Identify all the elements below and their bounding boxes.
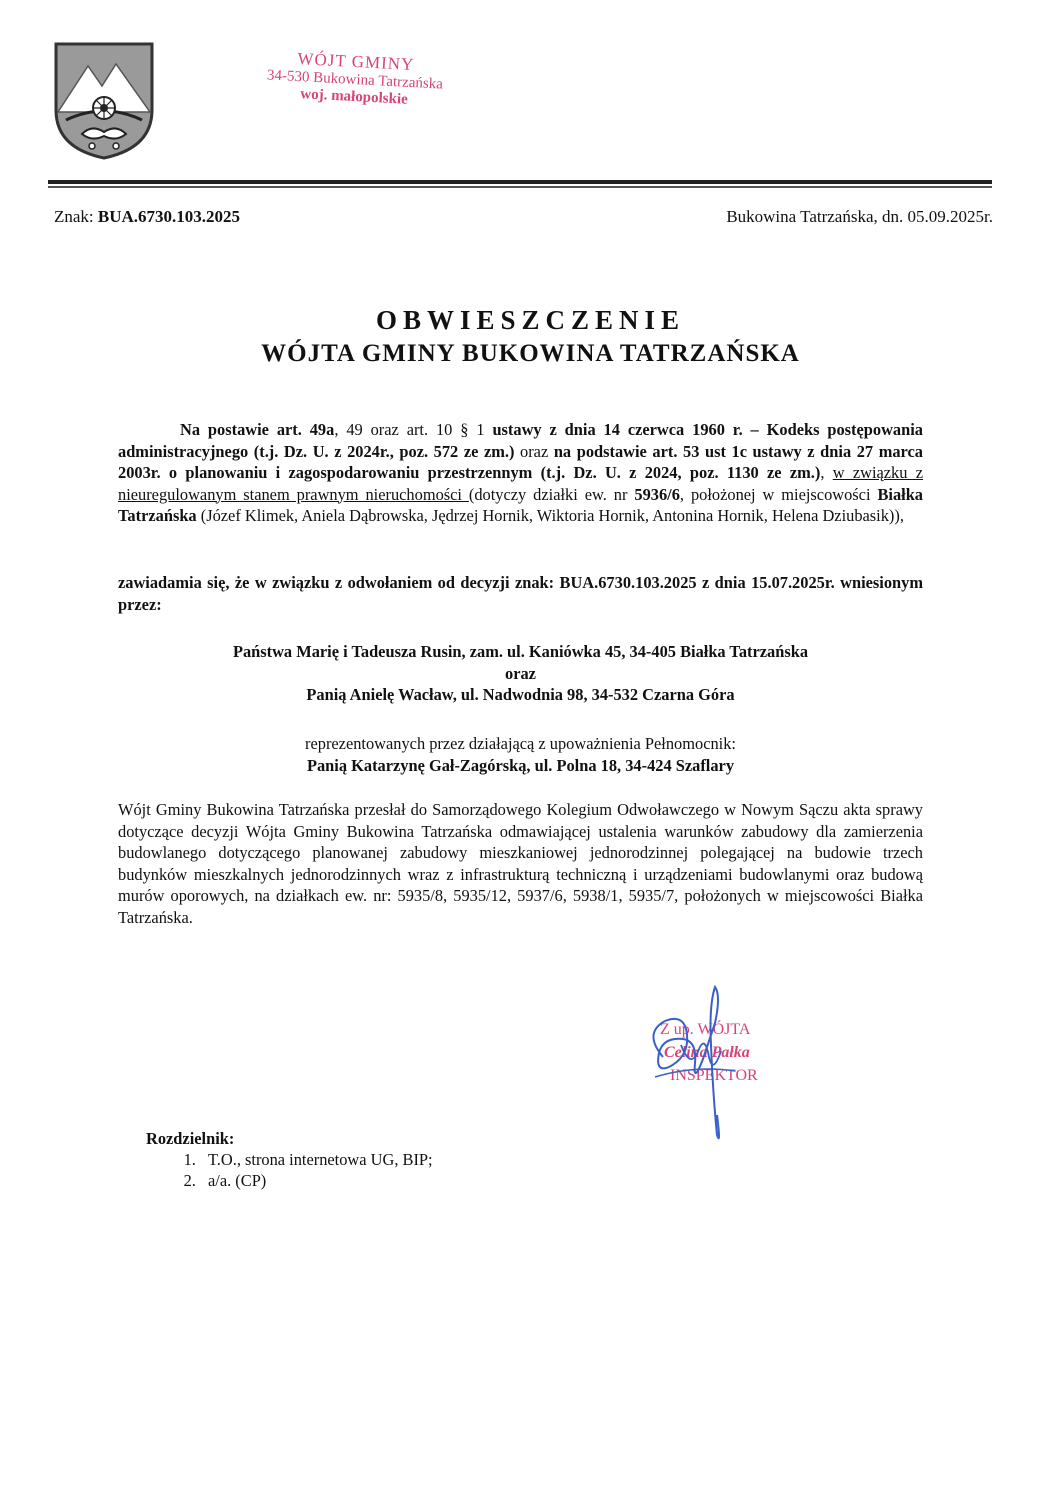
handwritten-signature (625, 985, 775, 1150)
stamp-line-2: 34-530 Bukowina Tatrzańska (266, 66, 444, 93)
distribution-heading: Rozdzielnik: (146, 1129, 235, 1148)
reference-value: BUA.6730.103.2025 (97, 207, 241, 226)
document-subtitle: WÓJTA GMINY BUKOWINA TATRZAŃSKA (261, 340, 800, 367)
representative-name: Panią Katarzynę Gał-Zagórską, ul. Polna 18, 34-424 Szaflary (306, 755, 735, 775)
notification-paragraph: zawiadamia się, że w związku z odwołaniem od decyzji znak: BUA.6730.103.2025 z dnia 15.07.2025r. wniesionym przez: (118, 573, 923, 614)
main-paragraph: Wójt Gminy Bukowina Tatrzańska przesłał do Samorządowego Kolegium Odwoławczego w Nowym Sączu akta sprawy dotyczące decyzji Wójta Gminy Bukowina Tatrzańska odmawiającej ustalenia warunków zabudowy dla zamierzenia budowlanego dotyczącego planowanej zabudowy mieszkaniowej jednorodzinnej polegającej na budowie trzech budynków mieszkalnych jednorodzinnych wraz z infrastrukturą techniczną i urządzeniami budowlanymi oraz budową murów oporowych, na działkach ew. nr: 5935/8, 5935/12, 5937/6, 5938/1, 5935/7, położonych w miejscowości Białka Tatrzańska. (118, 800, 923, 927)
p1-s11: Białka Tatrzańska (118, 484, 923, 525)
p1-s10: , położonej w miejscowości (679, 484, 878, 504)
party-1: Państwa Marię i Tadeusza Rusin, zam. ul. Kaniówka 45, 34-405 Białka Tatrzańska (232, 642, 809, 661)
distribution-list (146, 1128, 433, 1191)
distribution-item: 1. T.O., strona internetowa UG, BIP; (200, 1149, 433, 1170)
p1-s3: ustawy z dnia 14 czerwca 1960 r. – Kodeks postępowania administracyjnego (t.j. Dz. U. z 2024r., poz. 572 ze zm.) (118, 420, 923, 461)
signature-line-2: Celina Pałka (664, 1044, 750, 1061)
parties-block (118, 641, 923, 706)
signature-line-1: Z up. WÓJTA (660, 1021, 751, 1038)
reference-prefix: Znak: (54, 207, 98, 226)
header-rule (48, 180, 992, 184)
coat-of-arms (52, 40, 156, 162)
party-conjunction: oraz (505, 663, 536, 683)
p1-s12: (Józef Klimek, Aniela Dąbrowska, Jędrzej Hornik, Wiktoria Hornik, Antonina Hornik, Helena Dziubasik)), (196, 506, 904, 525)
p1-s6: , (820, 463, 833, 482)
stamp-line-3: woj. małopolskie (299, 85, 409, 108)
document-title: OBWIESZCZENIE (375, 305, 686, 335)
legal-basis-paragraph (118, 419, 923, 527)
p1-s8: (dotyczy działki ew. nr (468, 484, 635, 504)
p1-s5: na podstawie art. 53 ust 1c ustawy z dnia 27 marca 2003r. o planowaniu i zagospodarowaniu przestrzennym (t.j. Dz. U. z 2024, poz. 1130 ze zm.) (118, 441, 923, 482)
p1-s1: Na postawie art. 49a (180, 420, 335, 439)
p1-s9: 5936/6 (634, 484, 680, 504)
party-2: Panią Anielę Wacław, ul. Nadwodnia 98, 34-532 Czarna Góra (306, 685, 735, 704)
signature-line-3: INSPEKTOR (670, 1067, 758, 1084)
place-and-date: Bukowina Tatrzańska, dn. 05.09.2025r. (726, 207, 993, 226)
representative-intro: reprezentowanych przez działającą z upoważnienia Pełnomocnik: (305, 734, 736, 753)
header-rule-thin (48, 186, 992, 188)
reference-number (54, 207, 240, 227)
p1-s4: oraz (514, 441, 554, 461)
stamp-line-1: WÓJT GMINY (297, 48, 415, 75)
representative-block (118, 733, 923, 776)
distribution-item: 2. a/a. (CP) (200, 1170, 433, 1191)
municipality-stamp (249, 47, 462, 112)
p1-s7: w związku z nieuregulowanym stanem prawnym nieruchomości (118, 463, 923, 504)
p1-s2: , 49 oraz art. 10 § 1 (334, 420, 493, 439)
